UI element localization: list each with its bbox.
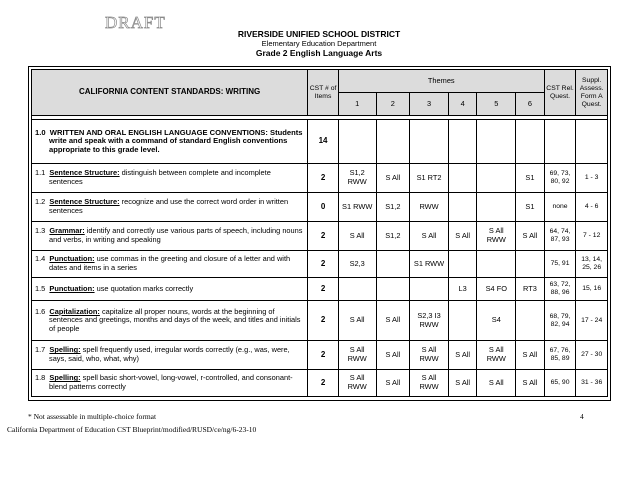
suppl-assess-cell: 13, 14, 25, 26 bbox=[576, 251, 608, 278]
theme-cell: S1,2 bbox=[376, 222, 410, 251]
empty-cell bbox=[338, 120, 376, 164]
cst-items-column-header: CST # of Items bbox=[308, 70, 339, 116]
cst-items-cell: 2 bbox=[308, 278, 339, 301]
standard-cell bbox=[32, 164, 308, 193]
empty-cell bbox=[516, 120, 545, 164]
theme-cell: S4 FO bbox=[477, 278, 516, 301]
standard-cell bbox=[32, 301, 308, 341]
theme-cell: S All bbox=[376, 301, 410, 341]
theme-cell: S2,3 bbox=[338, 251, 376, 278]
empty-cell bbox=[576, 120, 608, 164]
standard-number: 1.8 bbox=[35, 373, 46, 383]
theme-cell: S All bbox=[338, 301, 376, 341]
standard-label: Grammar: bbox=[49, 226, 85, 236]
theme-cell: RT3 bbox=[516, 278, 545, 301]
empty-cell bbox=[410, 120, 449, 164]
theme-number-header: 2 bbox=[376, 93, 410, 116]
theme-cell bbox=[448, 251, 477, 278]
cst-rel-cell: 75, 91 bbox=[544, 251, 576, 278]
standard-number: 1.4 bbox=[35, 254, 46, 264]
theme-cell bbox=[477, 251, 516, 278]
theme-cell: S All bbox=[516, 341, 545, 370]
standard-text: spell frequently used, irregular words correctly (e.g., was, were, says, said, who, what, why) bbox=[49, 345, 290, 363]
standard-cell bbox=[32, 222, 308, 251]
theme-number-header: 1 bbox=[338, 93, 376, 116]
theme-cell bbox=[410, 278, 449, 301]
cst-items-cell: 2 bbox=[308, 251, 339, 278]
theme-cell bbox=[448, 301, 477, 341]
standards-table-body bbox=[32, 116, 608, 397]
standard-row bbox=[32, 278, 608, 301]
cst-rel-cell: 63, 72, 88, 96 bbox=[544, 278, 576, 301]
theme-cell: S All bbox=[516, 370, 545, 397]
theme-number-header: 3 bbox=[410, 93, 449, 116]
theme-cell: S All RWW bbox=[477, 222, 516, 251]
standards-column-header: CALIFORNIA CONTENT STANDARDS: WRITING bbox=[32, 70, 308, 116]
standard-row bbox=[32, 251, 608, 278]
cst-items-cell: 2 bbox=[308, 301, 339, 341]
theme-number-header: 4 bbox=[448, 93, 477, 116]
section-row bbox=[32, 120, 608, 164]
standards-table-frame bbox=[28, 66, 611, 401]
theme-cell: RWW bbox=[410, 193, 449, 222]
theme-cell: S All bbox=[376, 164, 410, 193]
cst-rel-cell: 69, 73, 80, 92 bbox=[544, 164, 576, 193]
theme-cell: S1,2 bbox=[376, 193, 410, 222]
cst-rel-cell: 64, 74, 87, 93 bbox=[544, 222, 576, 251]
standard-label: Capitalization: bbox=[49, 306, 100, 316]
theme-cell: L3 bbox=[448, 278, 477, 301]
themes-column-header: Themes bbox=[338, 70, 544, 93]
theme-cell: S All RWW bbox=[477, 341, 516, 370]
suppl-assess-cell: 15, 16 bbox=[576, 278, 608, 301]
cst-items-cell: 2 bbox=[308, 341, 339, 370]
standard-cell bbox=[32, 341, 308, 370]
standard-row bbox=[32, 164, 608, 193]
theme-cell: S All bbox=[448, 222, 477, 251]
theme-cell bbox=[516, 301, 545, 341]
standard-text: distinguish between complete and incomplete sentences bbox=[49, 168, 271, 186]
theme-cell bbox=[338, 278, 376, 301]
theme-number-header: 5 bbox=[477, 93, 516, 116]
theme-cell: S1 bbox=[516, 164, 545, 193]
empty-cell bbox=[448, 120, 477, 164]
district-name: RIVERSIDE UNIFIED SCHOOL DISTRICT bbox=[237, 29, 401, 39]
suppl-assess-cell: 7 - 12 bbox=[576, 222, 608, 251]
suppl-assess-cell: 17 - 24 bbox=[576, 301, 608, 341]
standard-row bbox=[32, 193, 608, 222]
suppl-assess-cell: 4 - 6 bbox=[576, 193, 608, 222]
standard-cell bbox=[32, 278, 308, 301]
theme-cell: S All RWW bbox=[338, 370, 376, 397]
theme-cell bbox=[477, 164, 516, 193]
empty-cell bbox=[477, 120, 516, 164]
standard-number: 1.5 bbox=[35, 283, 46, 293]
standard-label: Sentence Structure: bbox=[49, 197, 120, 207]
empty-cell bbox=[544, 120, 576, 164]
theme-number-header: 6 bbox=[516, 93, 545, 116]
standard-row bbox=[32, 370, 608, 397]
standard-number: 1.3 bbox=[35, 226, 46, 236]
theme-cell: S1 bbox=[516, 193, 545, 222]
cst-rel-cell: none bbox=[544, 193, 576, 222]
document-title: Grade 2 English Language Arts bbox=[255, 48, 383, 58]
standard-cell bbox=[32, 251, 308, 278]
department-name: Elementary Education Department bbox=[261, 39, 377, 48]
standard-row bbox=[32, 301, 608, 341]
theme-cell: S All bbox=[448, 341, 477, 370]
standard-number: 1.1 bbox=[35, 168, 46, 178]
theme-cell: S1 RWW bbox=[338, 193, 376, 222]
cst-items-cell: 2 bbox=[308, 164, 339, 193]
standard-number: 1.6 bbox=[35, 306, 46, 316]
cst-rel-cell: 65, 90 bbox=[544, 370, 576, 397]
theme-cell: S All bbox=[410, 222, 449, 251]
cst-rel-column-header: CST Rel. Quest. bbox=[544, 70, 576, 116]
section-cell bbox=[32, 120, 308, 164]
theme-cell: S All RWW bbox=[338, 341, 376, 370]
cst-rel-cell: 67, 76, 85, 89 bbox=[544, 341, 576, 370]
theme-cell: S All bbox=[477, 370, 516, 397]
theme-cell: S1 RT2 bbox=[410, 164, 449, 193]
standard-text: use commas in the greeting and closure of a letter and with dates and items in a series bbox=[49, 254, 291, 272]
section-text: WRITTEN AND ORAL ENGLISH LANGUAGE CONVENTIONS: Students write and speak with a command of standard English conventions appropriate to this grade level. bbox=[49, 127, 303, 154]
theme-cell: S1,2 RWW bbox=[338, 164, 376, 193]
empty-cell bbox=[376, 120, 410, 164]
section-items-cell: 14 bbox=[308, 120, 339, 164]
theme-cell: S All bbox=[448, 370, 477, 397]
standard-text: capitalize all proper nouns, words at the beginning of sentences and greetings, months and days of the week, and titles and initials of people bbox=[49, 306, 301, 333]
theme-cell bbox=[376, 251, 410, 278]
standard-row bbox=[32, 341, 608, 370]
standards-table bbox=[31, 69, 608, 397]
theme-cell: S All bbox=[338, 222, 376, 251]
standard-number: 1.7 bbox=[35, 345, 46, 355]
standard-text: spell basic short-vowel, long-vowel, r-controlled, and consonant-blend patterns correctly bbox=[49, 373, 293, 391]
cst-items-cell: 0 bbox=[308, 193, 339, 222]
standard-label: Punctuation: bbox=[49, 254, 95, 264]
theme-cell: S2,3 I3 RWW bbox=[410, 301, 449, 341]
standard-text: recognize and use the correct word order in written sentences bbox=[49, 197, 289, 215]
standard-label: Sentence Structure: bbox=[49, 168, 120, 178]
theme-cell bbox=[477, 193, 516, 222]
suppl-assess-column-header: Suppl. Assess. Form A Quest. bbox=[576, 70, 608, 116]
standard-cell bbox=[32, 370, 308, 397]
standard-row bbox=[32, 222, 608, 251]
theme-cell bbox=[448, 193, 477, 222]
standard-cell bbox=[32, 193, 308, 222]
theme-cell: S All bbox=[516, 222, 545, 251]
suppl-assess-cell: 31 - 36 bbox=[576, 370, 608, 397]
theme-cell: S All bbox=[376, 370, 410, 397]
suppl-assess-cell: 27 - 30 bbox=[576, 341, 608, 370]
cst-items-cell: 2 bbox=[308, 370, 339, 397]
theme-cell: S4 bbox=[477, 301, 516, 341]
draft-watermark: DRAFT bbox=[105, 13, 166, 32]
cst-rel-cell: 68, 79, 82, 94 bbox=[544, 301, 576, 341]
theme-cell: S All RWW bbox=[410, 341, 449, 370]
standard-label: Punctuation: bbox=[49, 283, 95, 293]
suppl-assess-cell: 1 - 3 bbox=[576, 164, 608, 193]
page-number: 4 bbox=[580, 412, 584, 421]
theme-cell: S All bbox=[376, 341, 410, 370]
source-line: California Department of Education CST Blueprint/modified/RUSD/ce/ng/6-23-10 bbox=[7, 425, 257, 434]
section-number: 1.0 bbox=[35, 127, 46, 137]
cst-items-cell: 2 bbox=[308, 222, 339, 251]
standard-label: Spelling: bbox=[49, 373, 81, 383]
theme-cell bbox=[516, 251, 545, 278]
document-header bbox=[0, 29, 638, 59]
theme-cell: S1 RWW bbox=[410, 251, 449, 278]
footnote: * Not assessable in multiple-choice format bbox=[28, 412, 157, 421]
standard-text: use quotation marks correctly bbox=[94, 283, 194, 293]
standard-number: 1.2 bbox=[35, 197, 46, 207]
theme-cell bbox=[448, 164, 477, 193]
standard-text: identify and correctly use various parts of speech, including nouns and verbs, in writing and speaking bbox=[49, 226, 303, 244]
theme-cell bbox=[376, 278, 410, 301]
standard-label: Spelling: bbox=[49, 345, 81, 355]
theme-cell: S All RWW bbox=[410, 370, 449, 397]
